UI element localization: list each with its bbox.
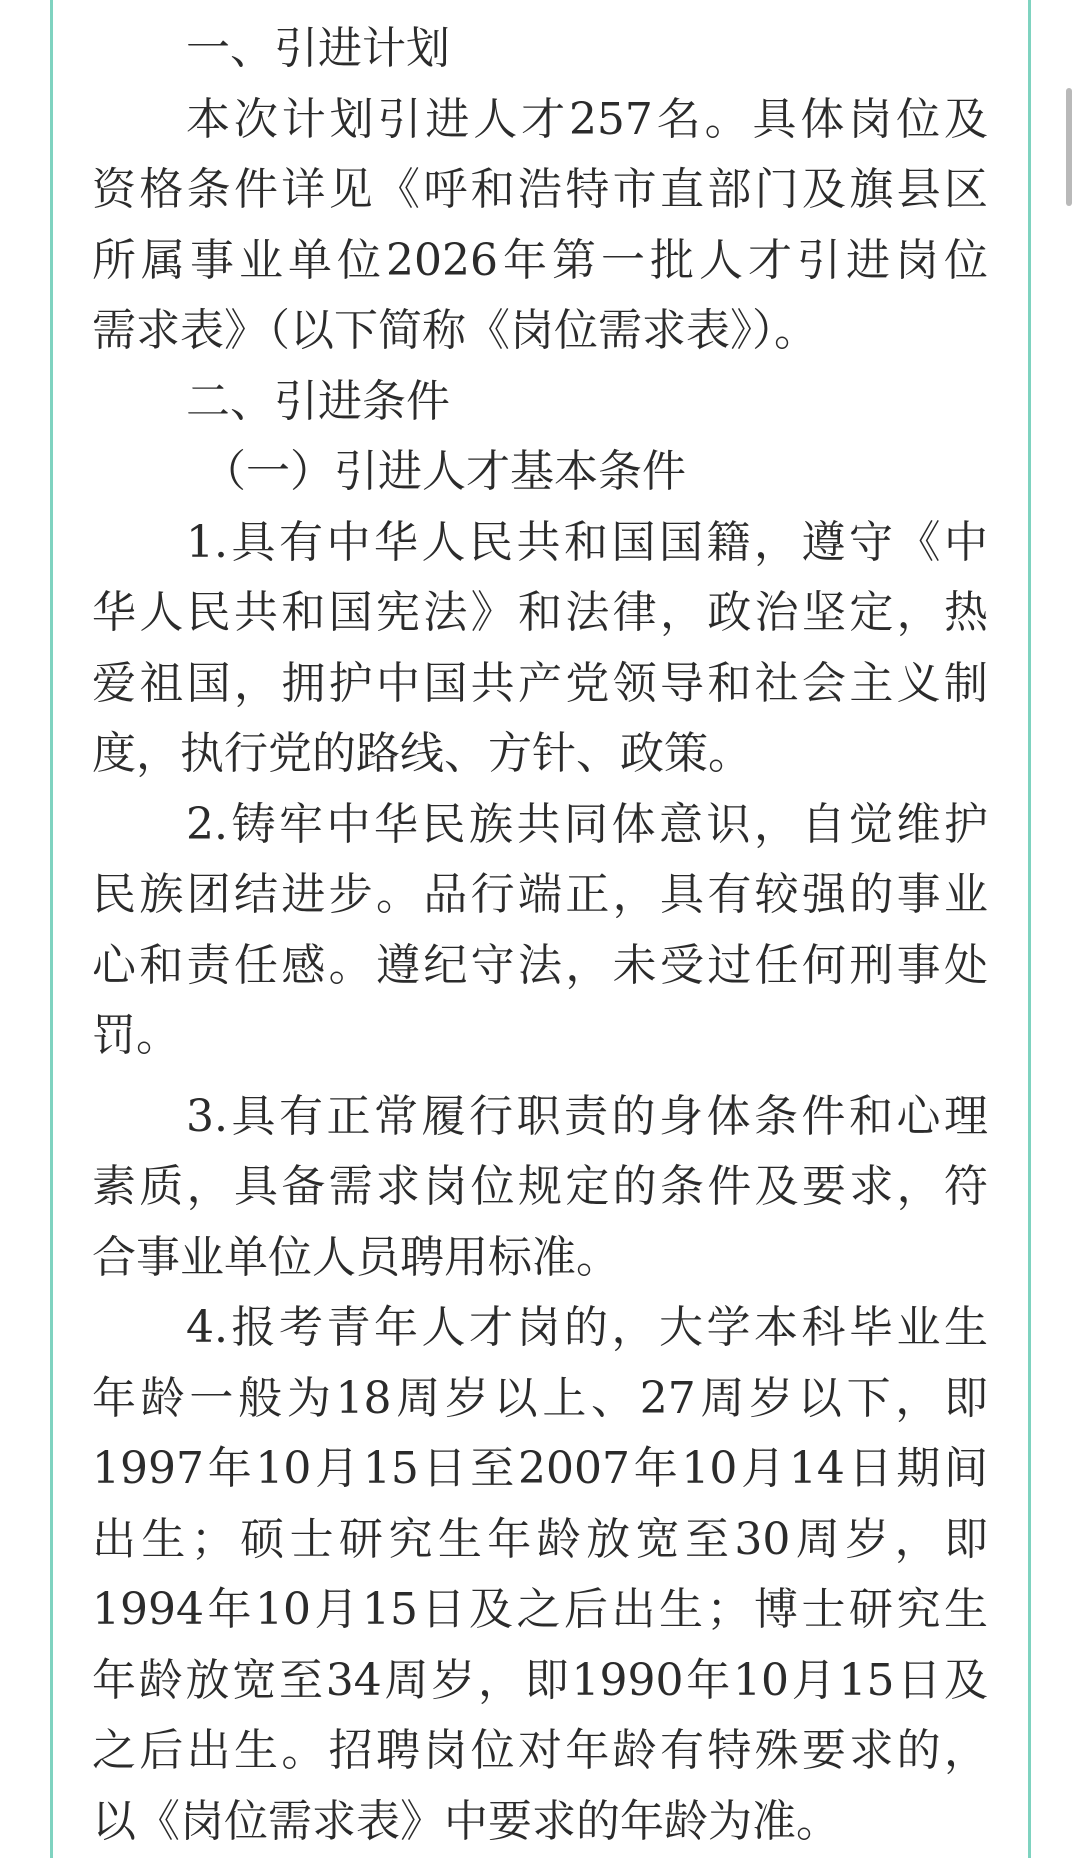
subsection-heading-basic-conditions: （一）引进人才基本条件 [202,446,686,497]
paragraph-line: 年龄一般为18周岁以上、27周岁以下，即 [92,1372,988,1424]
paragraph-line: 4.报考青年人才岗的，大学本科毕业生 [186,1302,988,1353]
paragraph-line: 罚。 [92,1010,180,1061]
document-body [92,14,988,1857]
paragraph-line: 2.铸牢中华民族共同体意识，自觉维护 [186,798,988,850]
paragraph-line: 素质，具备需求岗位规定的条件及要求，符 [92,1161,988,1212]
paragraph-line: 1.具有中华人民共和国国籍，遵守《中 [186,516,988,568]
paragraph-line: 之后出生。招聘岗位对年龄有特殊要求的， [92,1725,988,1776]
paragraph-line: 以《岗位需求表》中要求的年龄为准。 [92,1795,840,1847]
paragraph-line: 爱祖国，拥护中国共产党领导和社会主义制 [92,657,988,709]
paragraph-line: 合事业单位人员聘用标准。 [92,1231,620,1283]
scrollbar-thumb[interactable] [1066,88,1072,206]
paragraph-line: 度，执行党的路线、方针、政策。 [92,728,752,779]
paragraph-line: 心和责任感。遵纪守法，未受过任何刑事处 [92,939,988,991]
left-frame-line [50,0,53,1858]
paragraph-line: 需求表》（以下简称《岗位需求表》）。 [92,305,818,356]
paragraph-line: 出生；硕士研究生年龄放宽至30周岁，即 [92,1513,988,1565]
paragraph-line: 华人民共和国宪法》和法律，政治坚定，热 [92,587,988,638]
paragraph-line: 所属事业单位2026年第一批人才引进岗位 [92,234,988,286]
paragraph-line: 3.具有正常履行职责的身体条件和心理 [186,1090,988,1142]
paragraph-line: 1997年10月15日至2007年10月14日期间 [92,1443,988,1494]
paragraph-line: 资格条件详见《呼和浩特市直部门及旗县区 [92,164,988,215]
paragraph-line: 1994年10月15日及之后出生；博士研究生 [92,1584,988,1635]
section-heading-plan: 一、引进计划 [186,23,450,74]
paragraph-line: 本次计划引进人才257名。具体岗位及 [186,93,988,145]
paragraph-gap [92,1072,988,1082]
paragraph-line: 民族团结进步。品行端正，具有较强的事业 [92,869,988,920]
paragraph-line: 年龄放宽至34周岁，即1990年10月15日及 [92,1654,988,1706]
right-frame-line [1028,0,1031,1858]
section-heading-conditions: 二、引进条件 [186,375,450,427]
